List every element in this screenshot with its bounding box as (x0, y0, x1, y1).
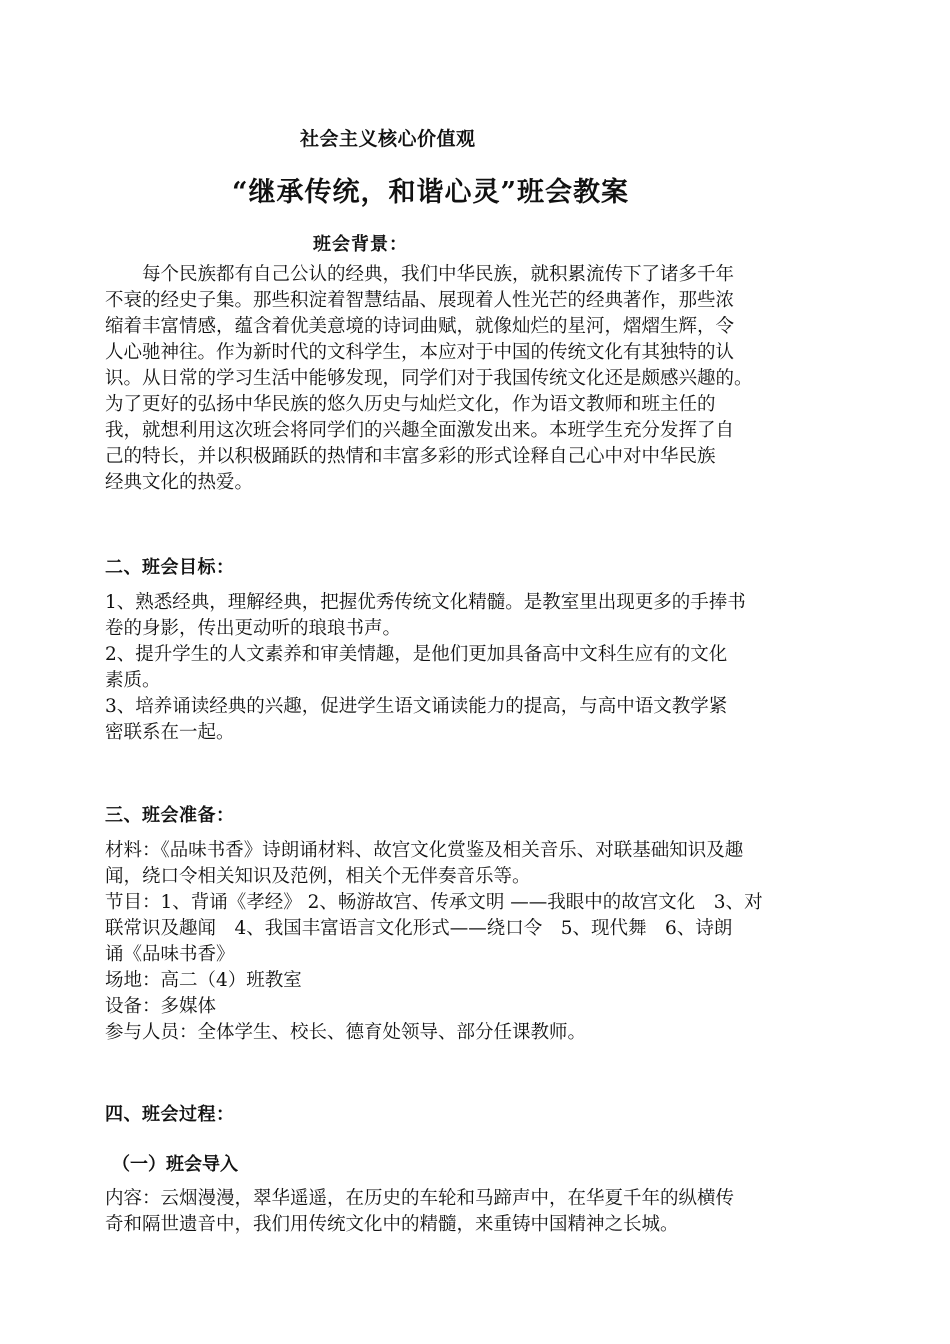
background-line: 为了更好的弘扬中华民族的悠久历史与灿烂文化，作为语文教师和班主任的 (105, 394, 716, 415)
goal-line: 1、熟悉经典，理解经典，把握优秀传统文化精髓。是教室里出现更多的手捧书 (105, 592, 746, 613)
goal-line: 3、培养诵读经典的兴趣，促进学生语文诵读能力的提高，与高中语文教学紧 (105, 696, 728, 717)
materials-line: 闻，绕口令相关知识及范例，相关个无伴奏音乐等。 (105, 866, 531, 887)
background-line: 缩着丰富情感，蕴含着优美意境的诗词曲赋，就像灿烂的星河，熠熠生辉，令 (105, 316, 735, 337)
background-line: 识。从日常的学习生活中能够发现，同学们对于我国传统文化还是颇感兴趣的。 (105, 368, 753, 389)
content-line: 内容：云烟漫漫，翠华遥遥，在历史的车轮和马蹄声中，在华夏千年的纵横传 (105, 1188, 735, 1209)
document-title-line1: 社会主义核心价值观 (300, 128, 476, 150)
program-line: 诵《品味书香》 (105, 944, 235, 965)
goal-line: 卷的身影，传出更动听的琅琅书声。 (105, 618, 402, 639)
program-line: 联常识及趣闻 4、我国丰富语言文化形式——绕口令 5、现代舞 6、诗朗 (105, 918, 733, 939)
background-line: 己的特长，并以积极踊跃的热情和丰富多彩的形式诠释自己心中对中华民族 (105, 446, 716, 467)
section4-heading: 四、班会过程： (105, 1104, 235, 1125)
goal-line: 密联系在一起。 (105, 722, 235, 743)
goal-line: 素质。 (105, 670, 161, 691)
materials-line: 材料：《品味书香》诗朗诵材料、故宫文化赏鉴及相关音乐、对联基础知识及趣 (105, 840, 744, 861)
section2-heading: 二、班会目标： (105, 557, 235, 578)
background-line: 人心驰神往。作为新时代的文科学生，本应对于中国的传统文化有其独特的认 (105, 342, 735, 363)
participants-line: 参与人员：全体学生、校长、德育处领导、部分任课教师。 (105, 1022, 587, 1043)
background-line: 经典文化的热爱。 (105, 472, 254, 493)
document-title-line2: “继承传统，和谐心灵”班会教案 (232, 177, 630, 208)
section4-subheading: （一）班会导入 (112, 1154, 238, 1175)
background-line: 我，就想利用这次班会将同学们的兴趣全面激发出来。本班学生充分发挥了自 (105, 420, 735, 441)
background-line: 每个民族都有自己公认的经典，我们中华民族，就积累流传下了诸多千年 (105, 264, 735, 285)
equipment-line: 设备：多媒体 (105, 996, 217, 1017)
background-line: 不衰的经史子集。那些积淀着智慧结晶、展现着人性光芒的经典著作，那些浓 (105, 290, 735, 311)
venue-line: 场地：高二（4）班教室 (105, 970, 302, 991)
section3-heading: 三、班会准备： (105, 805, 235, 826)
background-heading: 班会背景： (313, 234, 408, 255)
goal-line: 2、提升学生的人文素养和审美情趣，是他们更加具备高中文科生应有的文化 (105, 644, 728, 665)
content-line: 奇和隔世遗音中，我们用传统文化中的精髓，来重铸中国精神之长城。 (105, 1214, 679, 1235)
program-line: 节目：1、背诵《孝经》 2、畅游故宫、传承文明 ——我眼中的故宫文化 3、对 (105, 892, 763, 913)
